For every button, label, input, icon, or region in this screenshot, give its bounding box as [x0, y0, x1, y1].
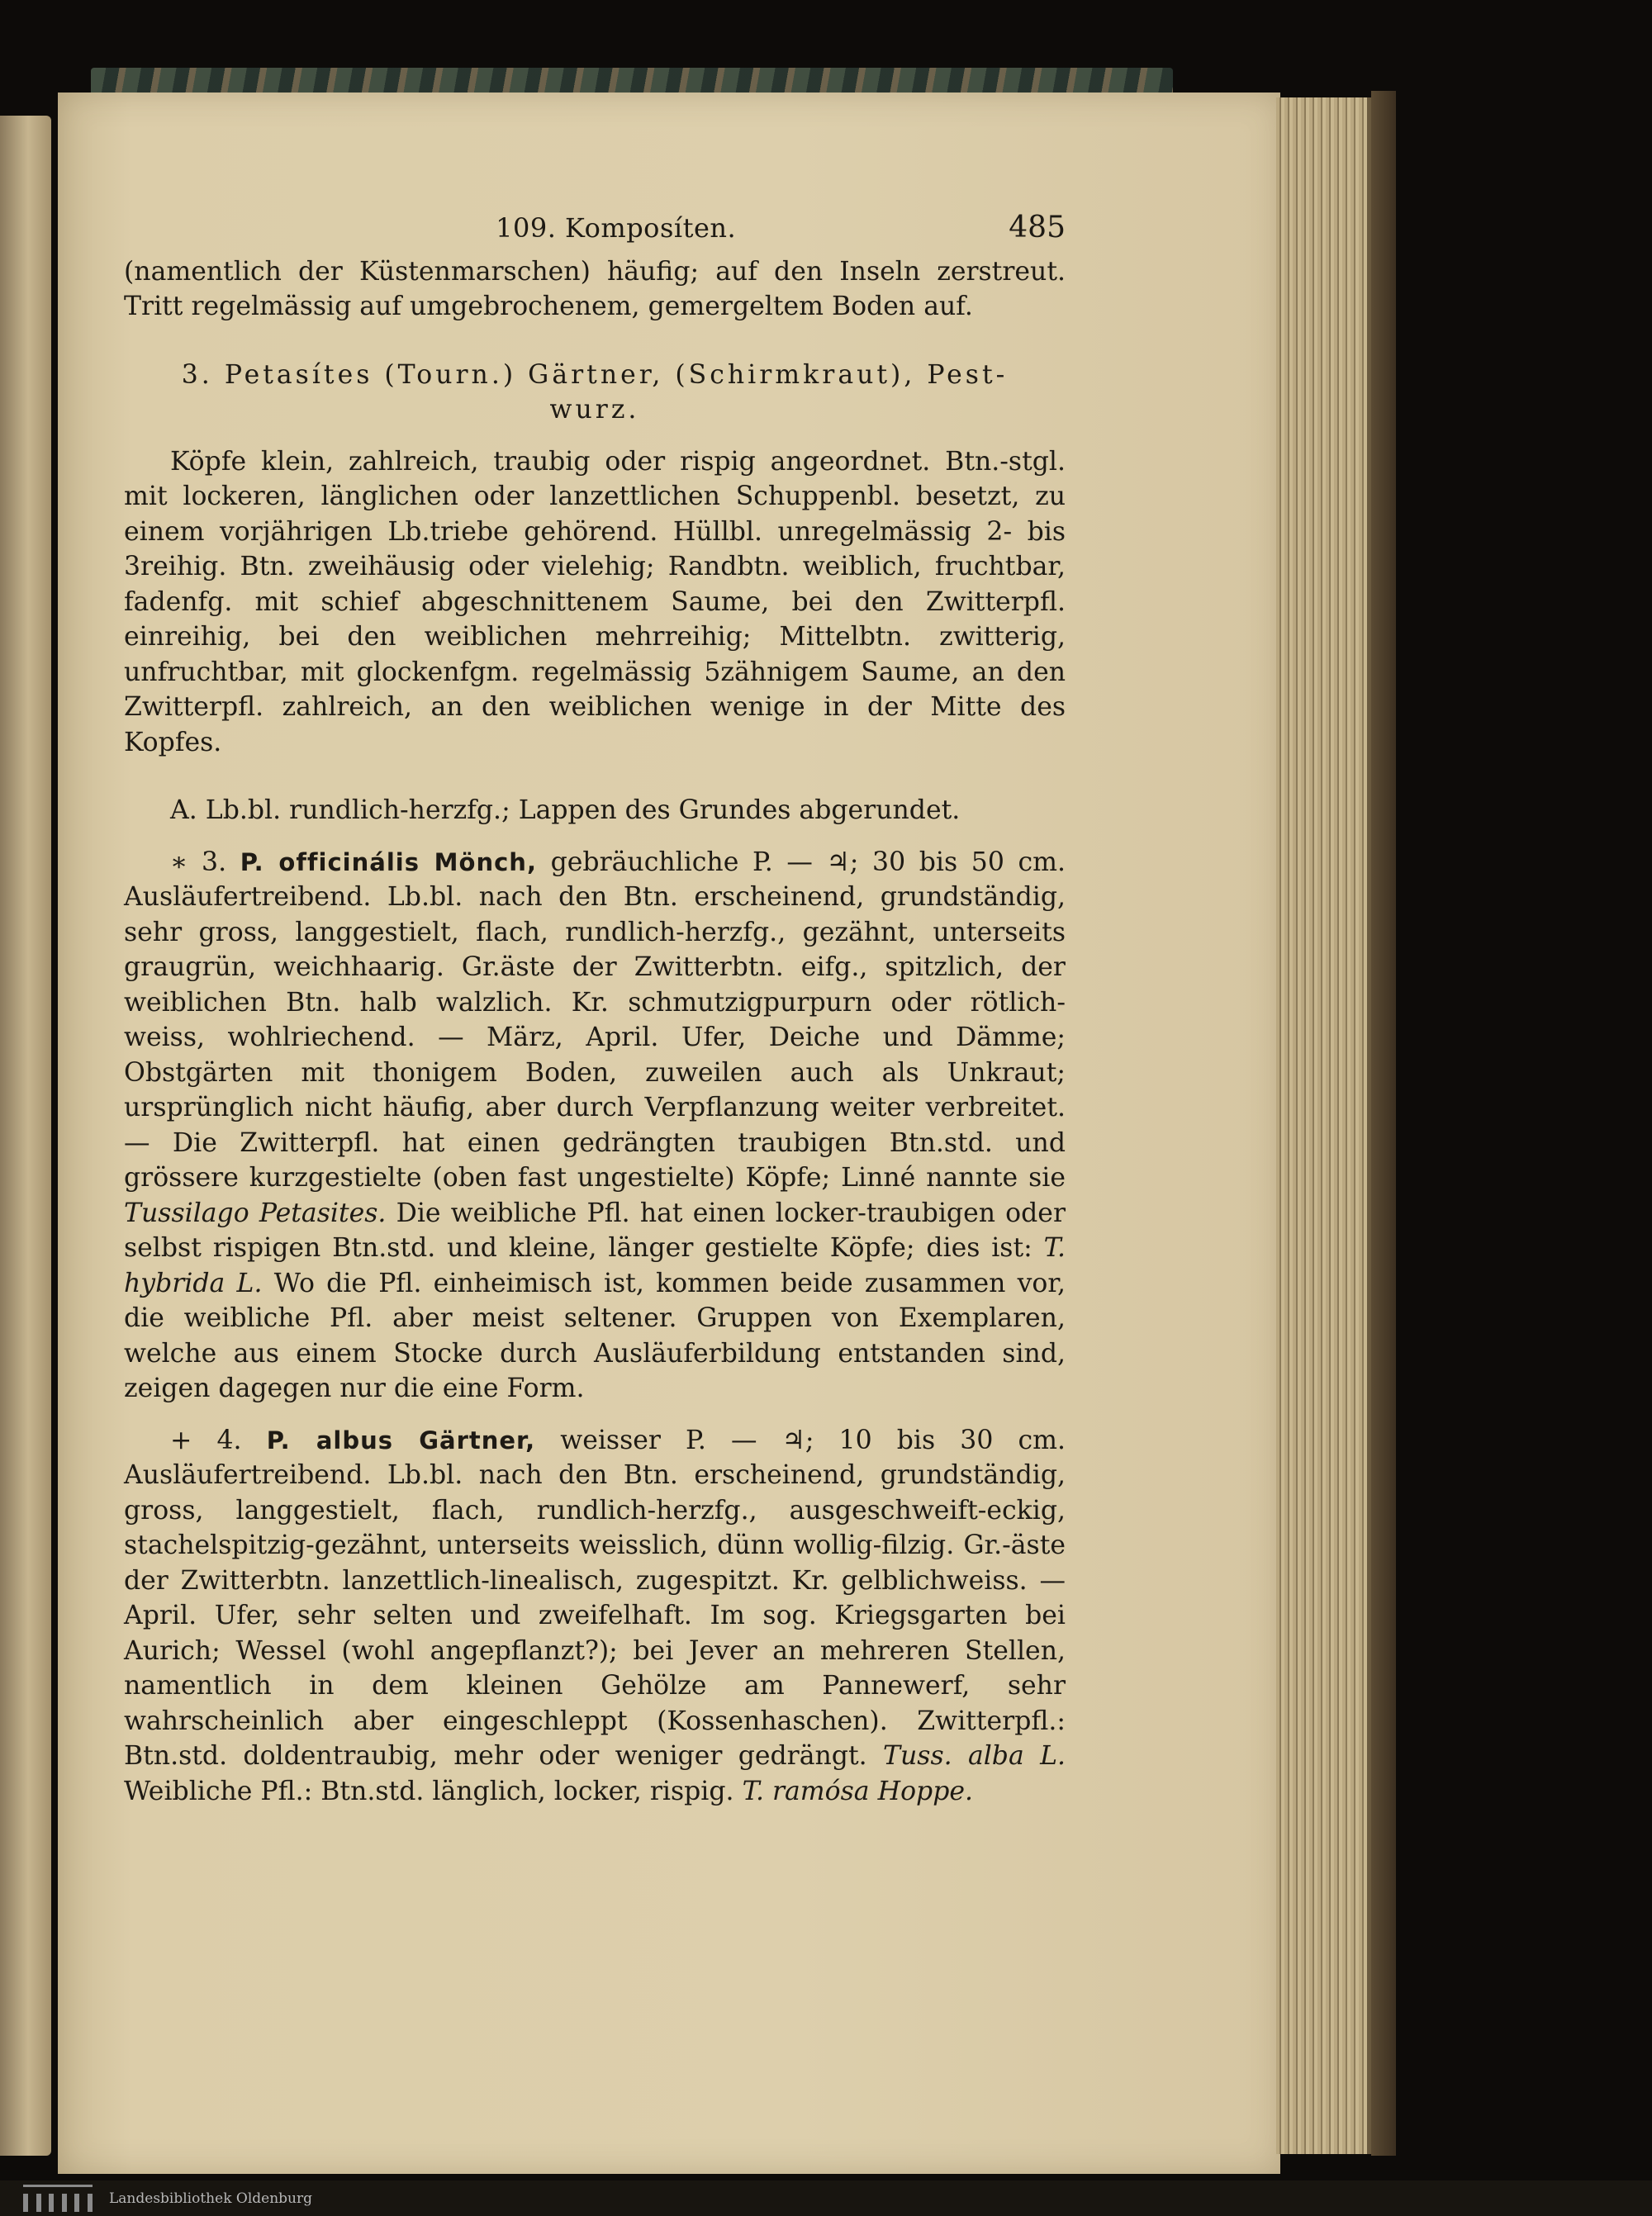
book-cover-edge — [1371, 91, 1396, 2156]
species-text: gebräuchliche P. — ♃; 30 bis 50 cm. Ausläufertreibend. Lb.bl. nach den Btn. erscheinend, grundständig, sehr gross, langgestielt, flach, rundlich-herzfg., gezähnt, unterseits graugrün, weichhaarig. Gr.äste der Zwitterbtn. eifg., spitzlich, der weiblichen Btn. halb walzlich. Kr. schmutzigpurpurn oder rötlich-weiss, wohlriechend. — März, April. Ufer, Deiche und Dämme; Obstgärten mit thonigem Boden, zuweilen auch als Unkraut; ursprünglich nicht häufig, aber durch Verpflanzung weiter verbreitet. — Die Zwitterpfl. hat einen gedrängten traubigen Btn.std. und grössere kurzgestielte (oben fast ungestielte) Köpfe; Linné nannte sie — [124, 847, 1066, 1193]
species-text: weisser P. — ♃; 10 bis 30 cm. Ausläufertreibend. Lb.bl. nach den Btn. erscheinend, grundständig, gross, langgestielt, flach, rundlich-herzfg., ausgeschweift-eckig, stachelspitzig-gezähnt, unterseits weisslich, dünn wollig-filzig. Gr.-äste der Zwitterbtn. lanzettlich-linealisch, zugespitzt. Kr. gelblichweiss. — April. Ufer, sehr selten und zweifelhaft. Im sog. Kriegsgarten bei Aurich; Wessel (wohl angepflanzt?); bei Jever an mehreren Stellen, namentlich in dem kleinen Gehölze am Pannewerf, sehr wahrscheinlich aber eingeschleppt (Kossenhaschen). Zwitterpfl.: Btn.std. doldentraubig, mehr oder weniger gedrängt. — [124, 1425, 1066, 1771]
species-text: Wo die Pfl. einheimisch ist, kommen beide zusammen vor, die weibliche Pfl. aber meist seltener. Gruppen von Exemplaren, welche aus einem Stocke durch Ausläuferbildung entstanden sind, zeigen dagegen nur die eine Form. — [124, 1268, 1066, 1403]
library-building-icon — [23, 2185, 93, 2212]
species-name: P. albus Gärtner, — [266, 1426, 536, 1454]
species-entry-albus — [124, 1423, 1066, 1810]
page-edges — [1276, 97, 1372, 2154]
genus-heading-line1: 3. Petasítes (Tourn.) Gärtner, (Schirmkraut), Pest- — [181, 359, 1009, 390]
left-page-edge — [0, 116, 51, 2156]
footer-bar — [0, 2180, 1652, 2216]
genus-heading-line2: wurz. — [549, 395, 640, 425]
species-marker: + 4. — [170, 1425, 242, 1455]
key-entry-a: A. Lb.bl. rundlich-herzfg.; Lappen des Grundes abgerundet. — [170, 795, 961, 825]
species-name: P. officinális Mönch, — [240, 847, 537, 876]
page-text — [124, 211, 1066, 1809]
species-marker: ∗ 3. — [170, 847, 227, 877]
species-text: Die weibliche Pfl. hat einen locker-traubigen oder selbst rispigen Btn.std. und kleine, länger gestielte Köpfe; dies ist: — [124, 1198, 1066, 1263]
synonym: T. ramósa Hoppe. — [742, 1776, 974, 1806]
genus-description: Köpfe klein, zahlreich, traubig oder rispig angeordnet. Btn.-stgl. mit lockeren, länglichen oder lanzettlichen Schuppenbl. besetzt, zu einem vorjährigen Lb.triebe gehörend. Hüllbl. unregelmässig 2- bis 3reihig. Btn. zweihäusig oder vielehig; Randbtn. weiblich, fruchtbar, fadenfg. mit schief abgeschnittenem Saume, bei den Zwitterpfl. einreihig, bei den weiblichen mehrreihig; Mittelbtn. zwitterig, unfruchtbar, mit glockenfgm. regelmässig 5zähnigem Saume, an den Zwitterpfl. zahlreich, an den weiblichen wenige in der Mitte des Kopfes. — [124, 446, 1066, 757]
synonym: Tussilago Petasites. — [124, 1198, 387, 1228]
paragraph-continuation: (namentlich der Küstenmarschen) häufig; auf den Inseln zerstreut. Tritt regelmässig auf umgebrochenem, gemergeltem Boden auf. — [124, 256, 1066, 321]
species-text: Weibliche Pfl.: Btn.std. länglich, locker, rispig. — [124, 1776, 734, 1806]
synonym: Tuss. alba L. — [882, 1741, 1066, 1771]
running-header — [124, 211, 1066, 246]
species-entry-officinalis — [124, 845, 1066, 1407]
library-name: Landesbibliothek Oldenburg — [109, 2190, 313, 2207]
page-number: 485 — [1009, 211, 1066, 244]
synonym: T. hybrida L. — [124, 1233, 1066, 1298]
section-title: 109. Komposíten. — [496, 212, 737, 244]
